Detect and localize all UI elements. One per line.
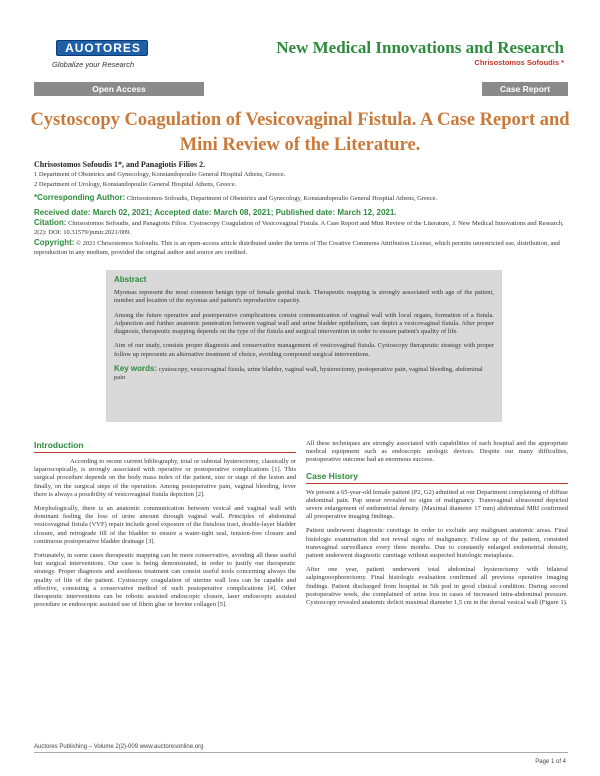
publisher-logo [56, 40, 148, 56]
abstract-paragraph-1: Myomas represent the most common benign type of female genital track. Therapeutic mapping is strongly associated with age of the patient, number and location of the myomas and patient's reproductive capacity. [114, 289, 494, 305]
abstract-box [106, 270, 502, 422]
case-history-paragraph-2: Patient underwent diagnostic curettage in order to exclude any malignant anatomic areas. Final histologic examination did not reveal signs of malignancy. Follow up of the patient, consisted transvaginal surveillance every three months. Due to constantly enlarged endometrial density, patient underwent diagnostic curettage without suspected histologic metaplasia. [306, 527, 568, 560]
journal-title: New Medical Innovations and Research [276, 38, 564, 57]
affiliation-1: 1 Department of Obstetrics and Gynecology, Konstandopoulio General Hospital Athens, Greece. [34, 171, 286, 178]
left-column [34, 440, 296, 615]
keywords [114, 365, 494, 383]
corresponding-text: Chrisostomos Sofoudis, Department of Obstetrics and Gynecology, Konstandopoulio General Hospital Athens, Greece. [126, 195, 438, 202]
footer-divider [34, 752, 568, 753]
citation-text: Chrisostomos Sofoudis, and Panagiotis Filios. Cystoscopy Coagulation of Vesicovaginal Fistula. A Case Report and Mini Review of the Literature, J. New Medical Innovations and Research, 2(2): DOI: 10.31579/jnmir.2021/009. [34, 220, 564, 236]
affiliation-2: 2 Department of Urology, Konstandopoulio General Hospital Athens, Greece. [34, 181, 237, 188]
article-type-band [34, 82, 568, 96]
citation [34, 219, 568, 237]
article-title: Cystoscopy Coagulation of Vesicovaginal Fistula. A Case Report and Mini Review of the Literature. [30, 110, 570, 155]
right-column-paragraph-0: All these techniques are strongly associated with capabilities of each hospital and the appropriate medical equipment such as endoscopic urologic devices. Despite our many difficulties, postoperative outcome had an enormous success. [306, 440, 568, 464]
running-author: Chrisostomos Sofoudis * [474, 58, 564, 67]
footer-publisher: Auctores Publishing – Volume 2(2)-009 www.auctoresonline.org [34, 744, 204, 750]
article-dates: Received date: March 02, 2021; Accepted date: March 08, 2021; Published date: March 12, 2021. [34, 208, 397, 217]
copyright [34, 239, 568, 257]
page-number: Page 1 of 4 [535, 759, 566, 765]
publisher-logo-text: AUOTORES [65, 41, 141, 55]
right-column [306, 440, 568, 613]
keywords-text: cystoscopy, vesicovaginal fistula, urine bladder, vaginal wall, hysterectomy, postoperative pain, vaginal bleeding, abdominal pain [114, 366, 483, 382]
authors: Chrisostomos Sofoudis 1*, and Panagiotis Filios 2. [34, 160, 206, 169]
keywords-label: Key words: [114, 364, 158, 374]
abstract-paragraph-3: Aim of our study, consists proper diagnosis and conservative management of vesicovaginal fistula. Cystoscopy therapeutic strategy with proper follow up represents an alternative treatment of choice, avoiding compound surgical interventions. [114, 342, 494, 358]
introduction-paragraph-1: According to recent current bibliography, total or subtotal hysterectomy, classically or laparoscopically, is strongly associated with operative or postoperative complications [1]. This surgical procedure depends on the body mass index of the patient, size or stage of the lesion and finally, on the surgical steps of the operation. Among postoperative pain, vaginal bleeding, fever there is always a possibility of vesicovaginal fistula depiction [2]. [34, 458, 296, 498]
abstract-heading: Abstract [114, 275, 147, 284]
copyright-label: Copyright: [34, 238, 75, 247]
abstract-paragraph-2: Among the future operative and postoperative complications consist communication of vaginal wall with local organs, formation of a fistula. Adjunction and further anatomic penetration between vaginal wall and urine bladder epithelium, can depict a vesicovaginal fistula. After proper diagnosis, therapeutic mapping depends on the type of the fistula and surgical intervention in order to ensure patient's quality of life. [114, 311, 494, 336]
open-access-badge [34, 82, 204, 96]
case-report-label: Case Report [499, 84, 551, 94]
case-report-badge [482, 82, 568, 96]
copyright-text: © 2021 Chrisostomos Sofoudis. This is an open-access article distributed under the terms of The Creative Commons Attribution License, which permits unrestricted use, distribution, and reproduction in any medium, provided the original author and source are credited. [34, 240, 560, 256]
corresponding-author [34, 194, 568, 204]
introduction-heading: Introduction [34, 440, 296, 453]
band-spacer [204, 82, 482, 96]
case-history-heading: Case History [306, 471, 568, 484]
corresponding-label: *Corresponding Author: [34, 193, 126, 202]
introduction-paragraph-2: Morphologically, there is an anatomic communication between vesical and vaginal wall with dominant feeling the loss of urine amount through vaginal wall. Principles of abdominal vesicovaginal fistula (VVF) repair include good exposure of the fistulous tract, double-layer bladder closure, and retrograde fill of the bladder to ensure a water-tight seal, tension-free closure and continuous postoperative bladder drainage [3]. [34, 505, 296, 545]
case-history-paragraph-1: We present a 65-year-old female patient (P2, G2) admitted at our Department complaining of diffuse abdominal pain. Pap smear revealed no signs of malignancy. Transvaginal ultrasound depicted severe enlargement of endometrial density. (Maximal diameter 17 mm) abdominal MRI confirmed all preoperative imaging findings. [306, 488, 568, 521]
case-history-paragraph-3: After one year, patient underwent total abdominal hysterectomy with bilateral salpingooophorectomy. Final histologic evaluation confirmed all previous operative imaging findings. Patient discharged from hospital in 5th pod in good clinical condition. During second postoperative week, she complained of urine loss in cases of increased intra-abdominal pressure. Cystoscopy revealed anatomic deficit maximal diameter 1,5 cm in the dorsal vesical wall (Figure 1). [306, 566, 568, 607]
citation-label: Citation: [34, 218, 67, 227]
open-access-label: Open Access [92, 84, 146, 94]
introduction-paragraph-3: Fortunately, in some cases therapeutic mapping can be more conservative, avoiding all these useful but surgical interventions. Our case is being demonstrated, in order to justify our therapeutic strategy. Proper diagnosis and assiduous treatment can consist useful tools concerning always the quality of life of the patient. Cystoscopy coagulation of uterine wall loss can be capable and effective, consisting a conservative method of such postoperative complications [4]. Other therapeutic interventions can be robotic assisted endoscopic closure, laser endoscopic assisted procedure or endoscopic assisted use of fibrin glue or bovine collagen [5]. [34, 552, 296, 609]
publisher-tagline: Globalize your Research [52, 60, 135, 69]
